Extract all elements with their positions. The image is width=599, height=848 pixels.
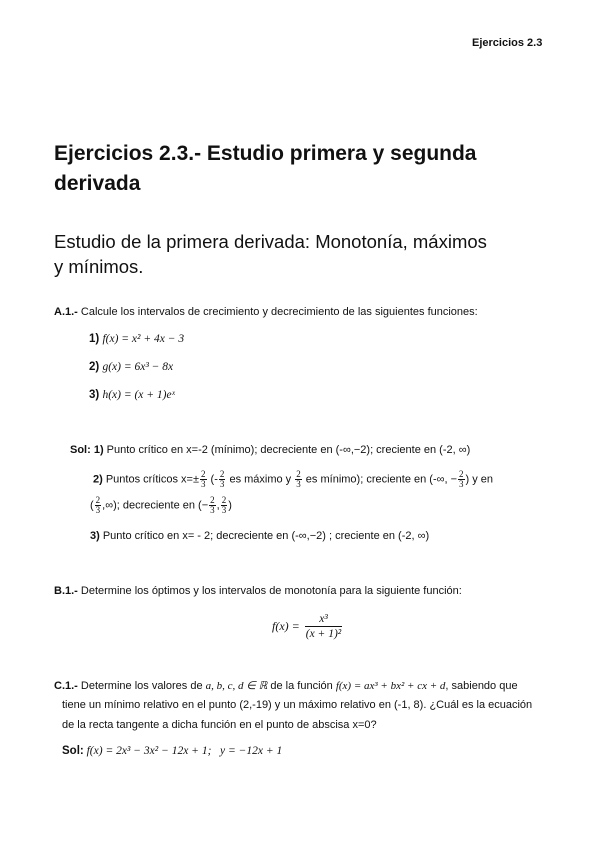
section-heading-line2: y mínimos. <box>54 256 144 277</box>
solution-expression: f(x) = 2x³ − 3x² − 12x + 1; y = −12x + 1 <box>83 745 283 757</box>
solution-text: Punto crítico en x=-2 (mínimo); decreciente en (-∞,−2); creciente en (-2, ∞) <box>103 444 471 456</box>
solution-text: ) <box>228 499 232 512</box>
exercise-c1-line2: tiene un mínimo relativo en el punto (2,-19) y un máximo relativo en (-1, 8). ¿Cuál es la ecuación <box>62 699 533 711</box>
solution-text: (- <box>207 473 218 486</box>
function-lhs: f(x) = <box>272 619 303 633</box>
fraction: $\frac{2}{3}$ <box>210 495 215 515</box>
solution-text: ( <box>90 499 94 512</box>
solution-text: ) y en <box>465 473 494 486</box>
exercise-text: de la función <box>267 680 336 692</box>
solution-number: 3) <box>90 530 100 542</box>
section-heading-line1: Estudio de la primera derivada: Monotonía, máximos <box>54 231 487 252</box>
exercise-a1-item-1 <box>89 333 184 345</box>
solution-text: ,∞); decreciente en (− <box>102 499 209 512</box>
exercise-a1-statement <box>54 306 478 318</box>
solution-text: Punto crítico en x= - 2; decreciente en (-∞,−2) ; creciente en (-2, ∞) <box>99 530 430 542</box>
fraction: $\frac{2}{3}$ <box>219 469 225 489</box>
exercise-label: A.1.- <box>54 306 78 318</box>
fraction: $\frac{2}{3}$ <box>459 469 464 489</box>
item-expression: g(x) = 6x³ − 8x <box>102 361 174 373</box>
page-title-line1: Ejercicios 2.3.- Estudio primera y segunda <box>54 142 477 165</box>
fraction: $\frac{2}{3}$ <box>221 495 227 515</box>
solution-a1-2-line2 <box>90 496 232 515</box>
exercise-b1-statement <box>54 585 462 597</box>
fraction: $\frac{2}{3}$ <box>296 469 301 489</box>
solution-a1-1 <box>70 444 470 456</box>
solution-text: Puntos críticos x=± <box>102 473 199 486</box>
exercise-label: B.1.- <box>54 585 78 597</box>
exercise-c1-line1 <box>54 679 518 692</box>
exercise-text: Determine los valores de <box>77 680 206 692</box>
exercise-text: Calcule los intervalos de crecimiento y decrecimiento de las siguientes funciones: <box>77 306 478 318</box>
item-expression: f(x) = x² + 4x − 3 <box>102 333 185 345</box>
page-title-line2: derivada <box>54 172 141 195</box>
solution-text: , <box>216 499 220 512</box>
exercise-c1-line3: de la recta tangente a dicha función en el punto de abscisa x=0? <box>62 719 377 731</box>
item-number: 2) <box>89 361 100 373</box>
item-number: 3) <box>89 389 100 401</box>
fraction: $\frac{2}{3}$ <box>201 469 206 489</box>
item-number: 1) <box>89 333 100 345</box>
solution-label: Sol: <box>70 444 91 456</box>
item-expression: h(x) = (x + 1)eˣ <box>102 389 175 401</box>
solution-number: 1) <box>93 444 104 456</box>
exercise-math: a, b, c, d ∈ ℝ <box>205 680 268 692</box>
solution-a1-3 <box>90 530 429 542</box>
exercise-a1-item-2 <box>89 361 173 373</box>
exercise-math: f(x) = ax³ + bx² + cx + d <box>335 680 446 692</box>
solution-c1 <box>62 745 282 757</box>
solution-text: es mínimo); creciente en (-∞, − <box>302 473 458 486</box>
solution-a1-2-line1 <box>93 470 493 489</box>
exercise-a1-item-3 <box>89 389 175 401</box>
exercise-text: , sabiendo que <box>445 680 518 692</box>
solution-label: Sol: <box>62 745 84 757</box>
exercise-label: C.1.- <box>54 680 78 692</box>
exercise-b1-function <box>272 612 344 641</box>
solution-text: es máximo y <box>226 473 295 486</box>
exercise-text: Determine los óptimos y los intervalos de monotonía para la siguiente función: <box>77 585 462 597</box>
fraction: $\frac{2}{3}$ <box>95 495 101 515</box>
solution-number: 2) <box>93 473 103 486</box>
running-header: Ejercicios 2.3 <box>472 37 543 49</box>
function-fraction: $\frac{\text{x³}}{\text{(x + 1)²}}$ <box>305 613 342 640</box>
